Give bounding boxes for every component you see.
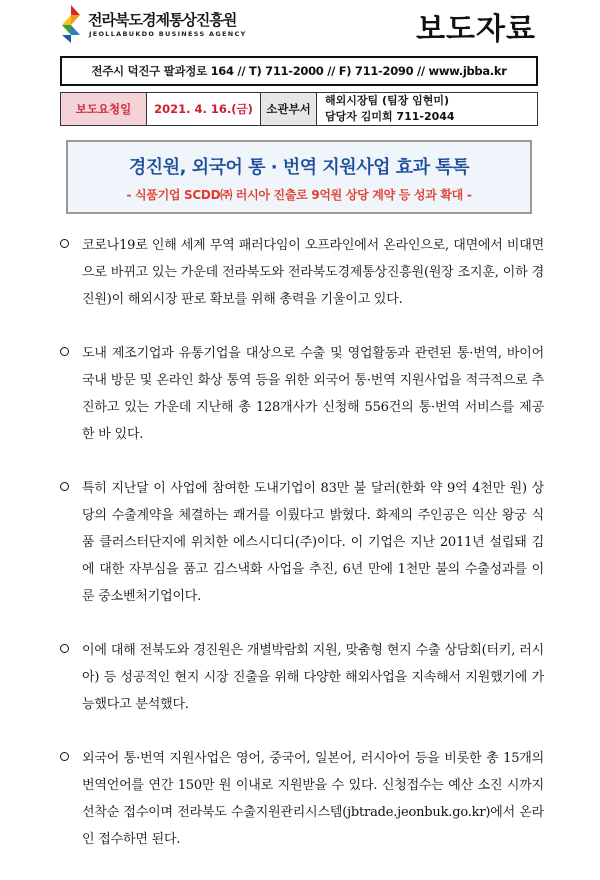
- org-logo-icon: [58, 5, 84, 43]
- dept-contact: 담당자 김미희 711-2044: [325, 110, 455, 123]
- dept-info: [317, 93, 537, 125]
- doc-type-heading: 보도자료: [416, 12, 536, 47]
- paragraph-text: 외국어 통·번역 지원사업은 영어, 중국어, 일본어, 러시아어 등을 비롯한 총 15개의 번역언어를 연간 150만 원 이내로 지원받을 수 있다. 신청접수는 예산 소진 시까지 선착순 접수이며 전라북도 수출지원관리시스템(jbtrade.jeonbuk.go.kr)에서 온라인 접수하면 된다.: [82, 751, 544, 847]
- paragraph-text: 코로나19로 인해 세계 무역 패러다임이 오프라인에서 온라인으로, 대면에서 비대면으로 바뀌고 있는 가운데 전라북도와 전라북도경제통상진흥원(원장 조지훈, 이하 경진원)이 해외시장 판로 확보를 위해 총력을 기울이고 있다.: [82, 238, 544, 307]
- bullet-circle-icon: [60, 482, 69, 491]
- bullet-circle-icon: [60, 752, 69, 761]
- paragraph-text: 도내 제조기업과 유통기업을 대상으로 수출 및 영업활동과 관련된 통·번역, 바이어 국내 방문 및 온라인 화상 통역 등을 위한 외국어 통·번역 지원사업을 적극적으로 추진하고 있는 가운데 지난해 총 128개사가 신청해 556건의 통·번역 서비스를 제공한 바 있다.: [82, 346, 544, 442]
- headline-box: [66, 140, 532, 214]
- paragraph-text: 이에 대해 전북도와 경진원은 개별박람회 지원, 맞춤형 현지 수출 상담회(터키, 러시아) 등 성공적인 현지 시장 진출을 위해 다양한 해외사업을 지속해서 지원했기에 가능했다고 분석했다.: [82, 643, 544, 712]
- paragraph: [60, 475, 544, 610]
- org-logo: [58, 3, 278, 47]
- org-name: 전라북도경제통상진흥원: [88, 11, 237, 29]
- date-value: 2021. 4. 16.(금): [147, 93, 261, 125]
- dept-team: 해외시장팀 (팀장 임현미): [325, 94, 449, 107]
- bullet-circle-icon: [60, 239, 69, 248]
- paragraph: [60, 232, 544, 313]
- dept-label: 소관부서: [261, 93, 317, 125]
- article-body: [60, 232, 544, 880]
- paragraph: [60, 637, 544, 718]
- paragraph-text: 특히 지난달 이 사업에 참여한 도내기업이 83만 불 달러(한화 약 9억 4천만 원) 상당의 수출계약을 체결하는 쾌거를 이뤘다고 밝혔다. 화제의 주인공은 익산 왕궁 식품 클러스터단지에 위치한 에스시디디(주)이다. 이 기업은 지난 2011년 설립돼 김에 대한 자부심을 품고 김스낵화 사업을 추진, 6년 만에 1천만 불의 수출성과를 이룬 중소벤처기업이다.: [82, 481, 544, 604]
- info-table: [60, 92, 538, 126]
- org-name-en: JEOLLABUKDO BUSINESS AGENCY: [89, 30, 247, 38]
- sub-headline: - 식품기업 SCDD㈜ 러시아 진출로 9억원 상당 계약 등 성과 확대 -: [126, 188, 472, 202]
- paragraph: [60, 340, 544, 448]
- bullet-circle-icon: [60, 644, 69, 653]
- bullet-circle-icon: [60, 347, 69, 356]
- headline: 경진원, 외국어 통 · 번역 지원사업 효과 톡톡: [128, 157, 470, 178]
- date-label: 보도요청일: [61, 93, 147, 125]
- contact-bar: 전주시 덕진구 팔과정로 164 // T) 711-2000 // F) 711-2090 // www.jbba.kr: [60, 56, 538, 86]
- paragraph: [60, 745, 544, 853]
